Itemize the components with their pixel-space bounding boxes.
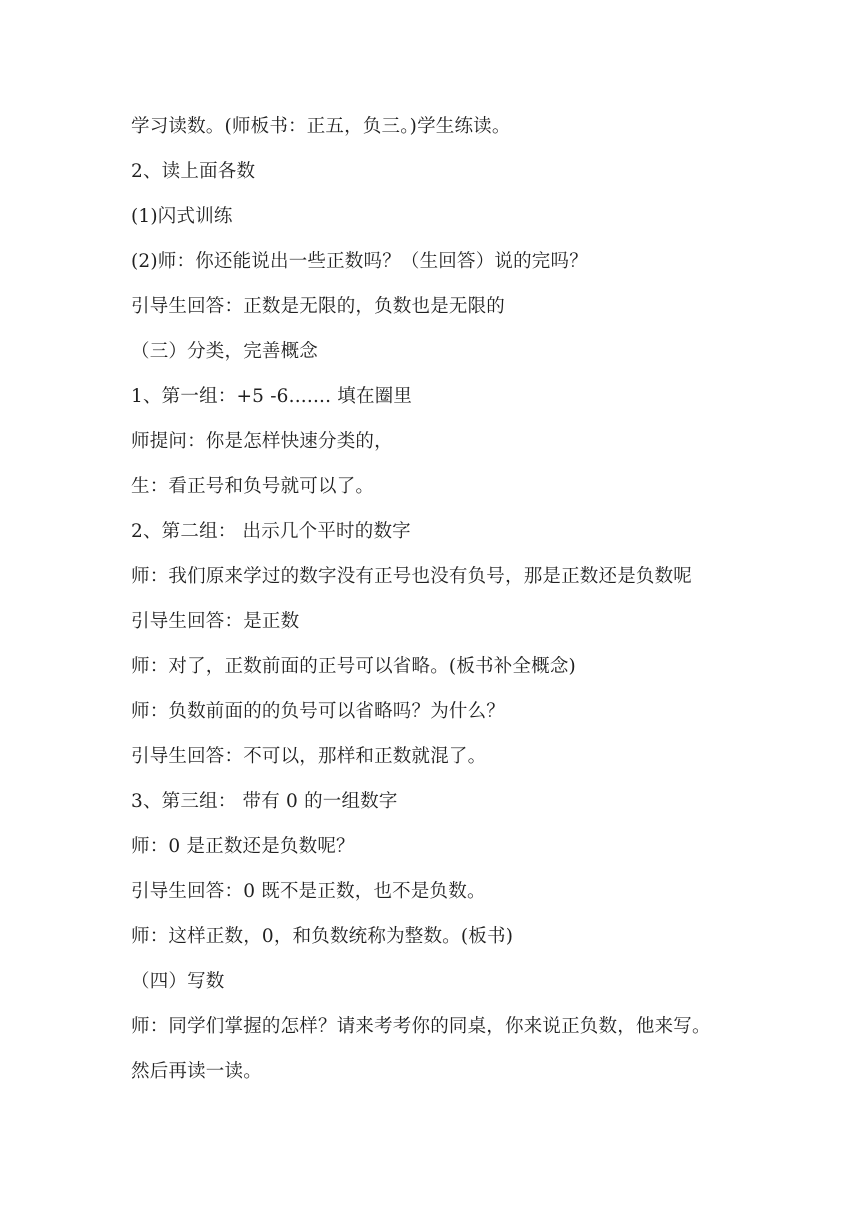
text-line: 学习读数。(师板书：正五，负三。)学生练读。 [131,116,511,137]
text-line: 师：负数前面的的负号可以省略吗？为什么？ [131,701,506,722]
text-line: 2、读上面各数 [131,161,256,182]
text-line: 师：同学们掌握的怎样？请来考考你的同桌，你来说正负数，他来写。 [131,1016,711,1037]
text-line: 引导生回答：0 既不是正数，也不是负数。 [131,881,486,902]
text-line: 2、第二组： 出示几个平时的数字 [131,521,411,542]
text-line: 师：0 是正数还是负数呢？ [131,836,355,857]
text-line: 师提问：你是怎样快速分类的， [131,431,393,452]
text-line: 师：这样正数，0，和负数统称为整数。(板书) [131,926,514,947]
text-line: 引导生回答：是正数 [131,611,300,632]
text-line: (1)闪式训练 [131,206,233,227]
section-heading: （三）分类，完善概念 [131,341,319,362]
section-heading: （四）写数 [131,971,225,992]
text-line: 引导生回答：正数是无限的，负数也是无限的 [131,296,506,317]
text-line: 生：看正号和负号就可以了。 [131,476,375,497]
text-line: 师：对了，正数前面的正号可以省略。(板书补全概念) [131,656,576,677]
document-body [131,112,771,1102]
text-line: 师：我们原来学过的数字没有正号也没有负号，那是正数还是负数呢 [131,566,693,587]
text-line: 然后再读一读。 [131,1061,262,1082]
text-line: 3、第三组： 带有 0 的一组数字 [131,791,398,812]
text-line: (2)师：你还能说出一些正数吗？（生回答）说的完吗？ [131,251,588,272]
text-line: 1、第一组：+5 -6....... 填在圈里 [131,386,413,407]
text-line: 引导生回答：不可以，那样和正数就混了。 [131,746,487,767]
